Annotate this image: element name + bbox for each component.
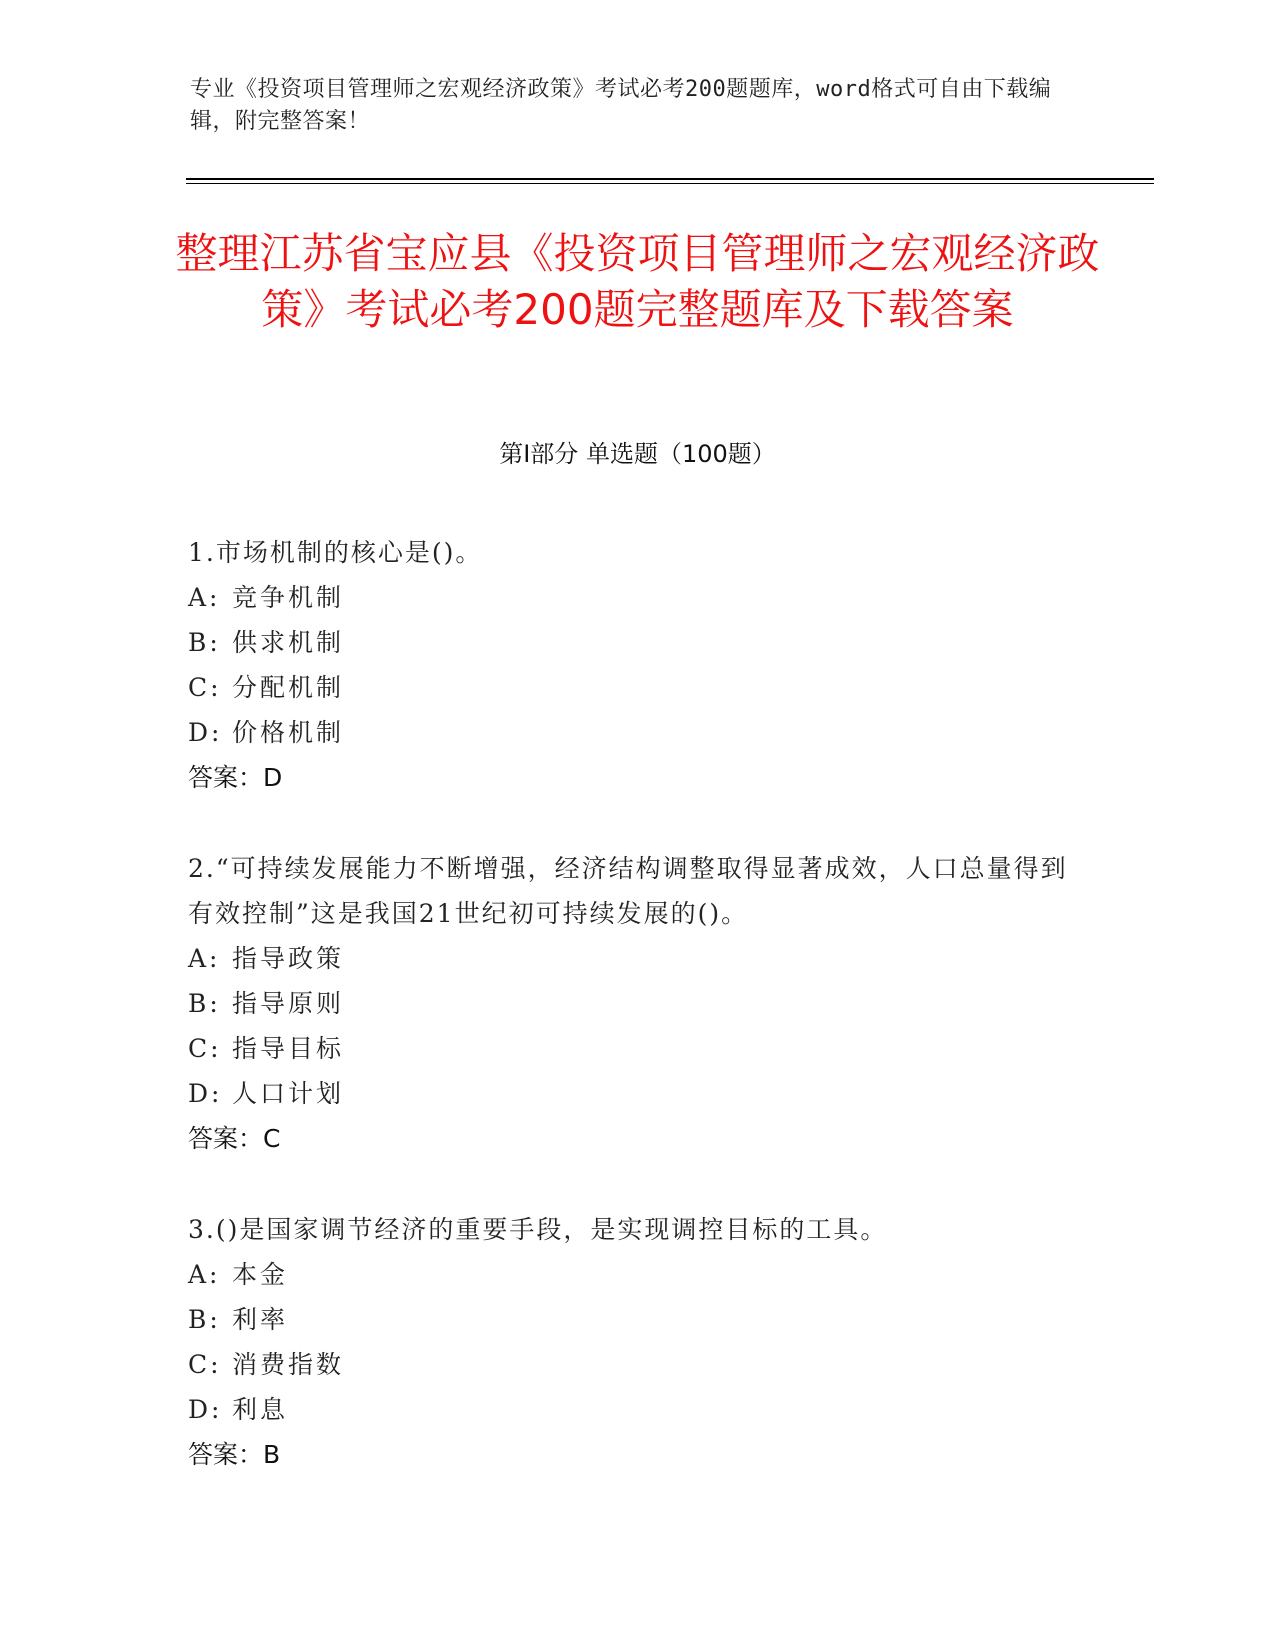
option-text: 利息	[232, 1395, 289, 1424]
option-letter: C:	[188, 673, 222, 702]
option-letter: B:	[188, 1305, 221, 1334]
option-b	[188, 1297, 1068, 1342]
option-text: 分配机制	[232, 673, 345, 702]
option-letter: A:	[188, 583, 221, 612]
option-letter: B:	[188, 989, 221, 1018]
option-c	[188, 1342, 1068, 1387]
answer-line: 答案：B	[188, 1440, 281, 1469]
question-stem: 1.市场机制的核心是()。	[188, 538, 483, 567]
option-text: 竞争机制	[232, 583, 345, 612]
question-stem: 2.“可持续发展能力不断增强，经济结构调整取得显著成效，人口总量得到有效控制”这是我国21世纪初可持续发展的()。	[188, 854, 1068, 928]
question-2	[188, 846, 1068, 1161]
option-text: 指导政策	[232, 944, 345, 973]
option-a	[188, 1252, 1068, 1297]
header-divider-thin	[186, 183, 1154, 184]
option-c	[188, 1026, 1068, 1071]
option-text: 价格机制	[232, 718, 345, 747]
option-letter: D:	[188, 718, 223, 747]
option-c	[188, 665, 1068, 710]
option-d	[188, 1387, 1068, 1432]
answer-line: 答案：D	[188, 763, 283, 792]
option-text: 消费指数	[232, 1350, 345, 1379]
question-3	[188, 1207, 1068, 1477]
option-letter: B:	[188, 628, 221, 657]
question-stem: 3.()是国家调节经济的重要手段，是实现调控目标的工具。	[188, 1215, 888, 1244]
option-d	[188, 1071, 1068, 1116]
option-b	[188, 981, 1068, 1026]
option-d	[188, 710, 1068, 755]
header-note: 专业《投资项目管理师之宏观经济政策》考试必考200题题库，word格式可自由下载编辑，附完整答案！	[190, 77, 1052, 134]
option-letter: D:	[188, 1079, 223, 1108]
option-text: 人口计划	[232, 1079, 345, 1108]
option-text: 指导原则	[232, 989, 345, 1018]
option-text: 本金	[232, 1260, 289, 1289]
section-heading: 第Ⅰ部分 单选题（100题）	[499, 440, 776, 468]
answer-line: 答案：C	[188, 1124, 281, 1153]
header-divider-thick	[186, 178, 1154, 180]
option-a	[188, 936, 1068, 981]
option-text: 利率	[232, 1305, 289, 1334]
question-1	[188, 530, 1068, 800]
option-letter: C:	[188, 1350, 222, 1379]
option-letter: A:	[188, 944, 221, 973]
option-letter: C:	[188, 1034, 222, 1063]
document-title: 整理江苏省宝应县《投资项目管理师之宏观经济政策》考试必考200题完整题库及下载答案	[175, 229, 1100, 334]
option-text: 指导目标	[232, 1034, 345, 1063]
option-letter: A:	[188, 1260, 221, 1289]
option-text: 供求机制	[232, 628, 345, 657]
option-a	[188, 575, 1068, 620]
option-letter: D:	[188, 1395, 223, 1424]
question-list	[188, 530, 1068, 1523]
option-b	[188, 620, 1068, 665]
